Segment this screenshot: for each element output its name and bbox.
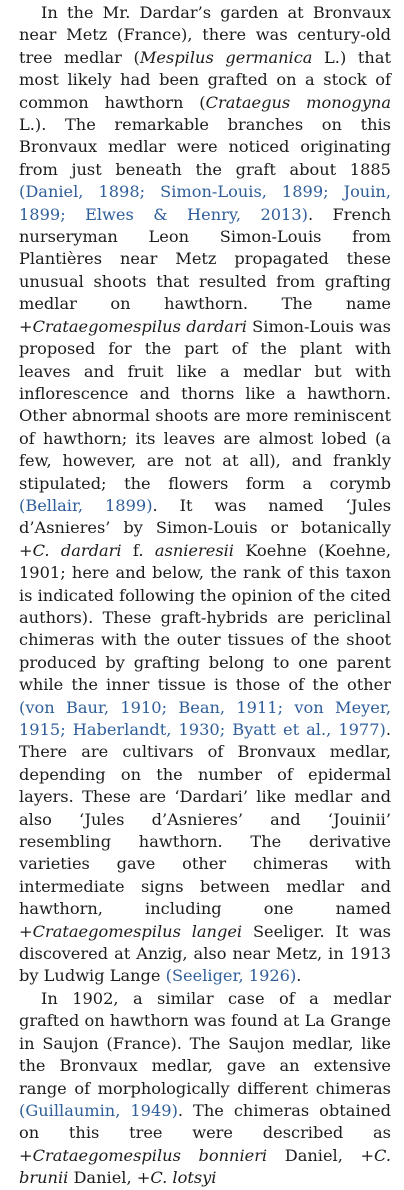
body-text: . The chimeras obtained on this tree were described as +	[19, 1100, 391, 1165]
body-text: In 1902, a similar case of a medlar grafted on hawthorn was found at La Grange in Saujon (France). The Saujon medlar, like the Bronvaux medlar, gave an extensive range of morphologically different chimeras	[19, 988, 391, 1098]
citation-link[interactable]: (Bellair, 1899)	[19, 495, 153, 515]
body-text: . It was named ‘Jules d’Asnieres’ by Simon-Louis or botanically +	[19, 495, 391, 560]
citation-link[interactable]: (Guillaumin, 1949)	[19, 1100, 178, 1120]
body-text: In the Mr. Dardar’s garden at Bronvaux near Metz (France), there was century-old tree medlar (	[19, 3, 391, 67]
citation-link[interactable]: (von Baur, 1910; Bean, 1911; von Meyer, 1915; Haberlandt, 1930; Byatt et al., 1977)	[19, 697, 391, 739]
body-text: Simon-Louis was proposed for the part of the plant with leaves and fruit like a medlar but with inflorescence and thorns like a hawthorn. Other abnormal shoots are more reminiscent of hawthorn; its leaves are almost lobed (a few, however, are not at all), and frankly stipulated; the flowers form a corymb	[19, 316, 391, 493]
body-text: . French nurseryman Leon Simon-Louis from Plantières near Metz propagated these unusual shoots that resulted from grafting medlar on hawthorn. The name +	[19, 204, 391, 336]
body-text: Koehne (Koehne, 1901; here and below, the rank of this taxon is indicated following the opinion of the cited authors). These graft-hybrids are periclinal chimeras with the outer tissues of the shoot produced by grafting belong to one parent while the inner tissue is those of the other	[19, 540, 391, 695]
paragraph-bronvaux-medlar	[19, 2, 391, 988]
body-text: L.) that most likely had been grafted on a stock of common hawthorn (	[19, 47, 391, 112]
body-text: .	[296, 966, 302, 986]
taxon-name: Crataegomespilus bonnieri	[32, 1145, 268, 1165]
citation-link[interactable]: (Daniel, 1898; Simon-Louis, 1899; Jouin, 1899; Elwes & Henry, 2013)	[19, 182, 391, 224]
taxon-name: asnieresii	[154, 540, 234, 560]
body-text: L.). The remarkable branches on this Bronvaux medlar were noticed originating from just beneath the graft about 1885	[19, 115, 391, 179]
taxon-name: Crataegomespilus langei	[32, 921, 243, 941]
paragraph-saujon-medlar	[19, 988, 391, 1190]
taxon-name: Crataegomespilus dardari	[32, 316, 247, 336]
body-text: Daniel, +	[267, 1145, 375, 1165]
body-text: Seeliger. It was discovered at Anzig, also near Metz, in 1913 by Ludwig Lange	[19, 921, 391, 986]
taxon-name: C. brunii	[19, 1145, 391, 1188]
citation-link[interactable]: (Seeliger, 1926)	[165, 966, 297, 986]
body-text: f.	[121, 540, 155, 560]
taxon-name: C. lotsyi	[150, 1168, 217, 1188]
taxon-name: Mespilus germanica	[139, 47, 313, 67]
taxon-name: Crataegus monogyna	[205, 92, 392, 112]
body-text: Daniel, +	[68, 1168, 151, 1188]
taxon-name: C. dardari	[32, 540, 122, 560]
body-text: . There are cultivars of Bronvaux medlar, depending on the number of epidermal layers. These are ‘Dardari’ like medlar and also ‘Jules d’Asnieres’ and ‘Jouinii’ resembling hawthorn. The derivative varieties gave other chimeras with intermediate signs between medlar and hawthorn, including one named +	[19, 720, 391, 941]
